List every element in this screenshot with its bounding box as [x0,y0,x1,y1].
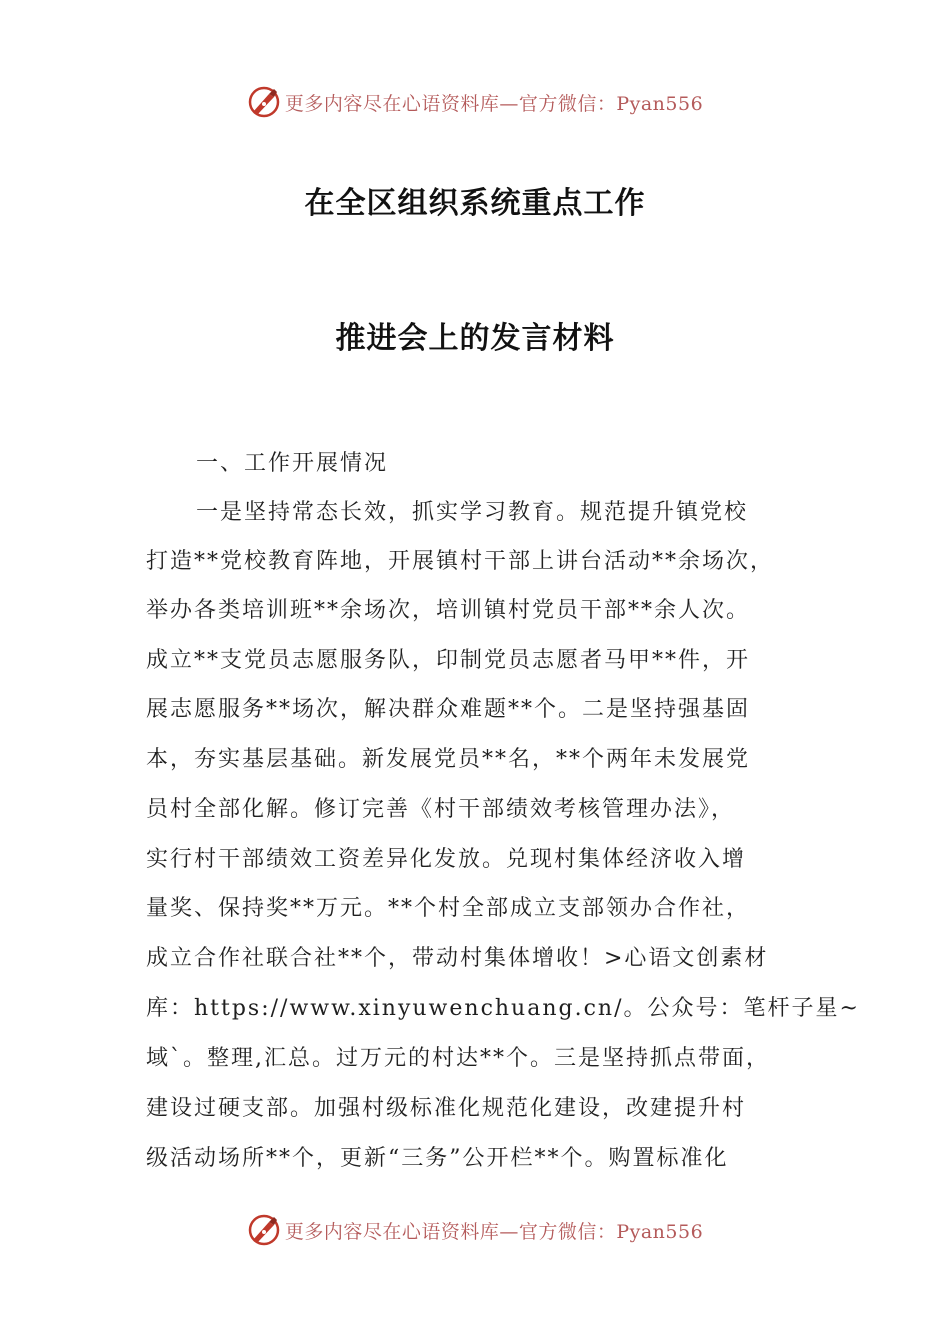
body-line: 库：https://www.xinyuwenchuang.cn/。公众号：笔杆子星~ [146,996,860,1021]
body-line: 展志愿服务**场次，解决群众难题**个。二是坚持强基固 [146,697,751,722]
body-line: 打造**党校教育阵地，开展镇村干部上讲台活动**余场次， [146,549,775,574]
body-line: 建设过硬支部。加强村级标准化规范化建设，改建提升村 [146,1096,747,1121]
body-line: 成立**支党员志愿服务队，印制党员志愿者马甲**件，开 [146,648,751,673]
document-title-line-1: 在全区组织系统重点工作 [304,186,646,221]
document-title-line-2: 推进会上的发言材料 [335,321,615,356]
pen-nib-circle-icon [247,85,281,119]
body-line: 员村全部化解。修订完善《村干部绩效考核管理办法》， [146,797,736,822]
section-heading: 一、工作开展情况 [196,451,389,476]
pen-nib-circle-icon [247,1213,281,1247]
body-line: 本，夯实基层基础。新发展党员**名，**个两年未发展党 [146,747,751,772]
header-banner-text: 更多内容尽在心语资料库—官方微信：Pyan556 [284,92,704,115]
body-line: 成立合作社联合社**个，带动村集体增收！>心语文创素材 [146,946,769,971]
body-line: 域`。整理,汇总。过万元的村达**个。三是坚持抓点带面， [146,1046,770,1071]
body-line: 一是坚持常态长效，抓实学习教育。规范提升镇党校 [196,500,749,525]
header-watermark-banner [0,82,950,122]
body-line: 量奖、保持奖**万元。**个村全部成立支部领办合作社， [146,896,751,921]
body-line: 级活动场所**个，更新“三务”公开栏**个。购置标准化 [146,1146,729,1171]
body-line: 实行村干部绩效工资差异化发放。兑现村集体经济收入增 [146,847,747,872]
footer-banner-text: 更多内容尽在心语资料库—官方微信：Pyan556 [284,1220,704,1243]
footer-watermark-banner [0,1210,950,1250]
body-line: 举办各类培训班**余场次，培训镇村党员干部**余人次。 [146,598,751,623]
